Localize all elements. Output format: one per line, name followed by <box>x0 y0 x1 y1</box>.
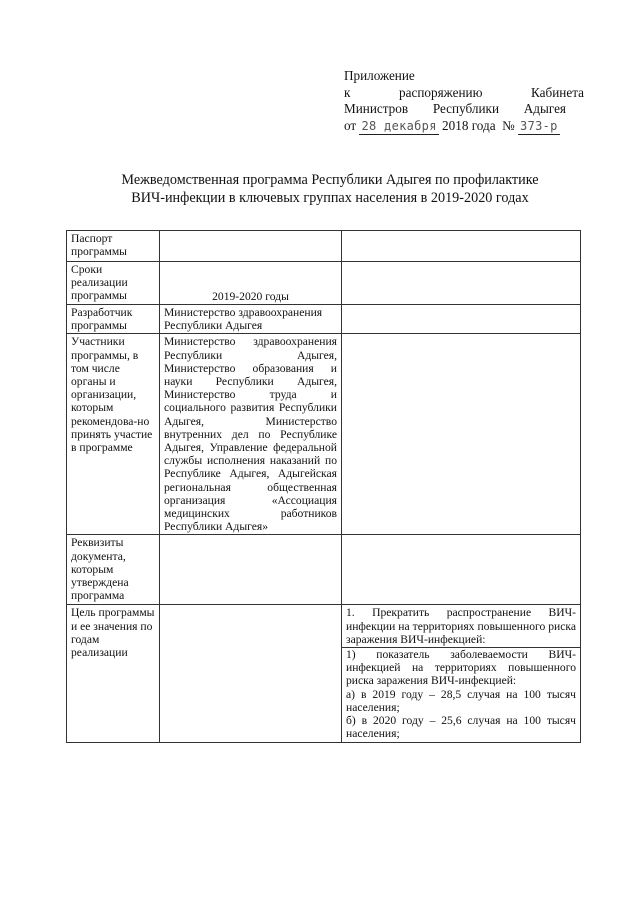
appendix-label: Приложение <box>344 68 415 83</box>
row-label-document-details: Реквизиты документа, которым утверждена программа <box>67 535 160 605</box>
number-handwritten: 373-р <box>518 118 560 136</box>
appendix-word-adygea: Адыгея <box>523 101 566 116</box>
appendix-header <box>344 68 584 135</box>
appendix-line-1 <box>344 68 584 85</box>
row-label-goal: Цель программы и ее значения по годам реализации <box>67 605 160 743</box>
appendix-word-order: распоряжению <box>399 84 483 100</box>
appendix-word-republic: Республики <box>432 101 499 116</box>
goal-cell <box>342 605 581 743</box>
appendix-word-cabinet: Кабинета <box>531 84 584 100</box>
row-label-developer: Разработчик программы <box>67 305 160 334</box>
number-sign: № <box>502 117 515 133</box>
table-row <box>67 605 581 743</box>
date-handwritten: 28 декабря <box>359 118 438 136</box>
empty-cell <box>160 535 342 605</box>
indicator-2019: а) в 2019 году – 28,5 случая на 100 тысяч населения; <box>346 687 576 714</box>
appendix-word-k: к <box>344 84 351 100</box>
table-row <box>67 262 581 305</box>
table-row <box>67 231 581 262</box>
date-year: 2018 года <box>442 117 496 133</box>
appendix-date-line <box>344 118 584 136</box>
participants-value: Министерство здравоохранения Республики Адыгея, Министерство образования и науки Республики Адыгея, Министерство труда и социального развития Республики Адыгея, Министерство внутренних дел по Республике Адыгея, Управление федеральной службы исполнения наказаний по Республике Адыгея, Адыгейская региональная общественная организация «Ассоциация медицинских работников Республики Адыгея» <box>160 334 342 535</box>
empty-cell <box>160 605 342 743</box>
row-label-passport: Паспорт программы <box>67 231 160 262</box>
document-title <box>60 171 600 207</box>
title-line-2: ВИЧ-инфекции в ключевых группах населения в 2019-2020 годах <box>131 190 529 206</box>
empty-cell <box>342 231 581 262</box>
row-label-terms: Сроки реализации программы <box>67 262 160 305</box>
appendix-word-ministers: Министров <box>344 101 409 116</box>
terms-value: 2019-2020 годы <box>160 262 342 305</box>
empty-cell <box>342 262 581 305</box>
appendix-line-2 <box>344 85 584 102</box>
goal-indicator <box>342 647 580 741</box>
empty-cell <box>342 535 581 605</box>
empty-cell <box>160 231 342 262</box>
table-row <box>67 305 581 334</box>
appendix-line-3 <box>344 101 566 118</box>
empty-cell <box>342 334 581 535</box>
empty-cell <box>342 305 581 334</box>
goal-statement: 1. Прекратить распространение ВИЧ-инфекции на территориях повышенного риска заражения ВИЧ-инфекцией: <box>342 605 580 648</box>
date-prefix: от <box>344 117 357 133</box>
developer-value: Министерство здравоохранения Республики Адыгея <box>160 305 342 334</box>
title-line-1: Межведомственная программа Республики Адыгея по профилактике <box>121 172 539 188</box>
table-row <box>67 535 581 605</box>
table-row <box>67 334 581 535</box>
indicator-2020: б) в 2020 году – 25,6 случая на 100 тысяч населения; <box>346 714 576 741</box>
indicator-text: 1) показатель заболеваемости ВИЧ-инфекцией на территориях повышенного риска заражения ВИЧ-инфекцией: <box>346 648 576 688</box>
row-label-participants: Участники программы, в том числе органы и организации, которым рекомендова-но принять участие в программе <box>67 334 160 535</box>
program-passport-table <box>66 230 581 743</box>
